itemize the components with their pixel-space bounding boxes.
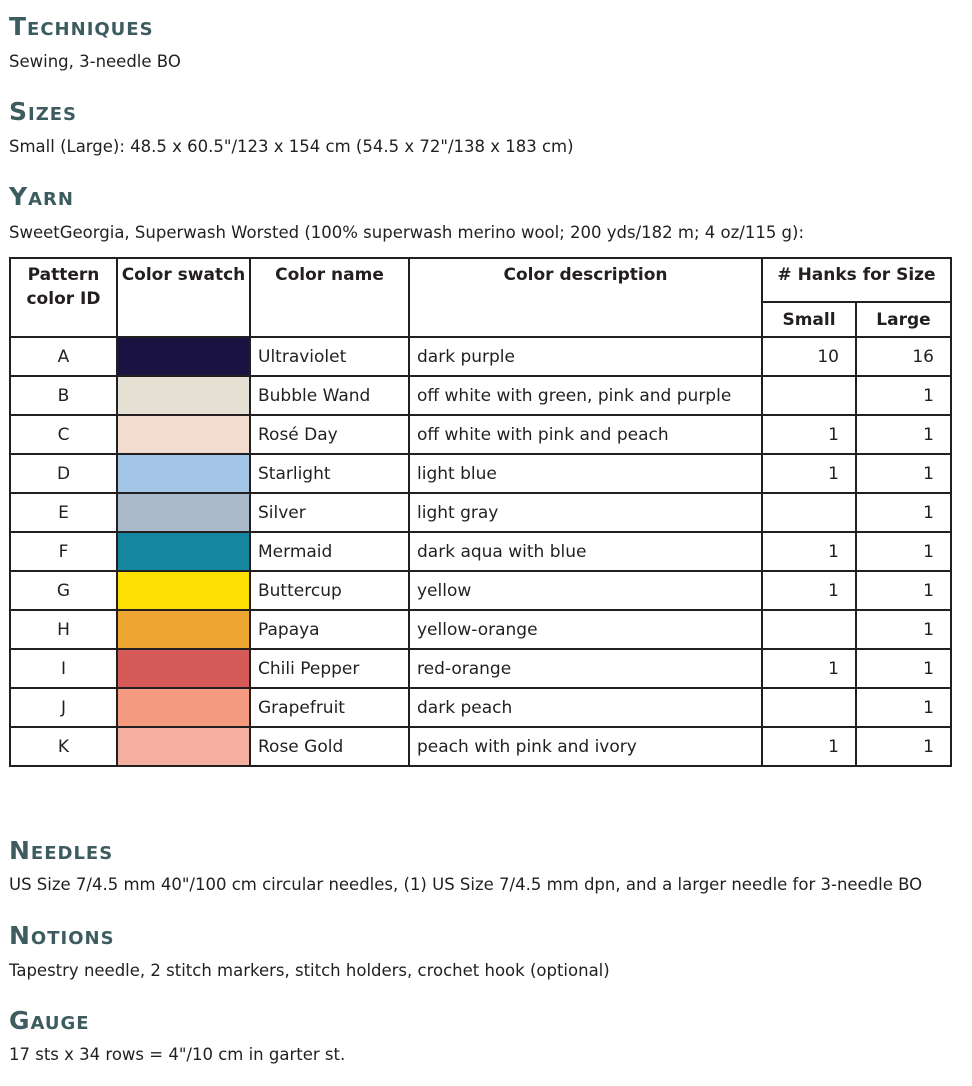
color-swatch [118,689,249,726]
color-description-cell: off white with green, pink and purple [409,376,762,415]
hanks-small-cell [762,610,856,649]
color-id-cell: G [10,571,117,610]
color-description-cell: peach with pink and ivory [409,727,762,766]
techniques-text: Sewing, 3-needle BO [9,52,181,71]
header-hanks-for-size: # Hanks for Size [762,258,951,302]
color-id-cell: E [10,493,117,532]
color-description-cell: dark peach [409,688,762,727]
color-id-cell: D [10,454,117,493]
color-name-cell: Silver [250,493,409,532]
hanks-large-cell: 1 [856,454,951,493]
yarn-text: SweetGeorgia, Superwash Worsted (100% superwash merino wool; 200 yds/182 m; 4 oz/115 g): [9,223,805,242]
color-swatch-cell [117,337,250,376]
table-row [10,688,951,727]
color-swatch-cell [117,610,250,649]
color-id-cell: F [10,532,117,571]
table-row [10,337,951,376]
color-name-cell: Rose Gold [250,727,409,766]
color-swatch [118,338,249,375]
color-swatch [118,494,249,531]
sizes-text: Small (Large): 48.5 x 60.5"/123 x 154 cm (54.5 x 72"/138 x 183 cm) [9,137,574,156]
table-row [10,454,951,493]
notions-text: Tapestry needle, 2 stitch markers, stitch holders, crochet hook (optional) [9,961,610,980]
color-swatch [118,650,249,687]
hanks-large-cell: 1 [856,571,951,610]
color-swatch-cell [117,727,250,766]
color-description-cell: light blue [409,454,762,493]
hanks-large-cell: 1 [856,493,951,532]
color-name-cell: Bubble Wand [250,376,409,415]
color-swatch-cell [117,493,250,532]
hanks-small-cell [762,688,856,727]
yarn-color-table [9,257,952,767]
hanks-small-cell: 1 [762,415,856,454]
color-description-cell: yellow-orange [409,610,762,649]
table-row [10,415,951,454]
hanks-large-cell: 16 [856,337,951,376]
color-swatch-cell [117,688,250,727]
techniques-heading: Techniques [9,12,154,41]
color-id-cell: H [10,610,117,649]
color-swatch-cell [117,649,250,688]
header-large: Large [856,302,951,337]
color-name-cell: Rosé Day [250,415,409,454]
color-swatch-cell [117,532,250,571]
color-name-cell: Starlight [250,454,409,493]
header-small: Small [762,302,856,337]
color-swatch [118,572,249,609]
hanks-small-cell [762,493,856,532]
hanks-small-cell: 1 [762,727,856,766]
color-description-cell: off white with pink and peach [409,415,762,454]
color-swatch [118,416,249,453]
hanks-large-cell: 1 [856,688,951,727]
table-row [10,727,951,766]
header-color-name: Color name [250,258,409,337]
color-id-cell: I [10,649,117,688]
color-name-cell: Buttercup [250,571,409,610]
notions-heading: Notions [9,921,115,950]
hanks-small-cell: 1 [762,649,856,688]
color-description-cell: red-orange [409,649,762,688]
sizes-heading: Sizes [9,97,78,126]
hanks-large-cell: 1 [856,376,951,415]
table-row [10,493,951,532]
table-row [10,649,951,688]
hanks-large-cell: 1 [856,610,951,649]
needles-heading: Needles [9,836,114,865]
color-swatch-cell [117,571,250,610]
color-description-cell: light gray [409,493,762,532]
color-id-cell: A [10,337,117,376]
color-name-cell: Mermaid [250,532,409,571]
hanks-large-cell: 1 [856,415,951,454]
color-id-cell: B [10,376,117,415]
hanks-small-cell: 1 [762,454,856,493]
color-description-cell: yellow [409,571,762,610]
table-row [10,532,951,571]
color-description-cell: dark aqua with blue [409,532,762,571]
color-name-cell: Chili Pepper [250,649,409,688]
color-swatch-cell [117,376,250,415]
hanks-small-cell: 1 [762,571,856,610]
color-name-cell: Grapefruit [250,688,409,727]
needles-text: US Size 7/4.5 mm 40"/100 cm circular needles, (1) US Size 7/4.5 mm dpn, and a larger needle for 3-needle BO [9,875,923,894]
hanks-small-cell [762,376,856,415]
color-id-cell: C [10,415,117,454]
hanks-large-cell: 1 [856,727,951,766]
table-row [10,571,951,610]
color-id-cell: K [10,727,117,766]
color-swatch [118,728,249,765]
table-row [10,376,951,415]
gauge-text: 17 sts x 34 rows = 4"/10 cm in garter st. [9,1045,346,1064]
color-swatch [118,455,249,492]
header-color-description: Color description [409,258,762,337]
gauge-heading: Gauge [9,1006,90,1035]
yarn-heading: Yarn [9,182,74,211]
color-name-cell: Papaya [250,610,409,649]
color-swatch-cell [117,454,250,493]
color-description-cell: dark purple [409,337,762,376]
table-row [10,610,951,649]
header-color-swatch: Color swatch [117,258,250,337]
color-swatch [118,377,249,414]
hanks-large-cell: 1 [856,532,951,571]
color-swatch [118,533,249,570]
color-name-cell: Ultraviolet [250,337,409,376]
header-pattern-color-id: Pattern color ID [10,258,117,337]
color-swatch [118,611,249,648]
hanks-small-cell: 1 [762,532,856,571]
hanks-small-cell: 10 [762,337,856,376]
color-id-cell: J [10,688,117,727]
color-swatch-cell [117,415,250,454]
hanks-large-cell: 1 [856,649,951,688]
